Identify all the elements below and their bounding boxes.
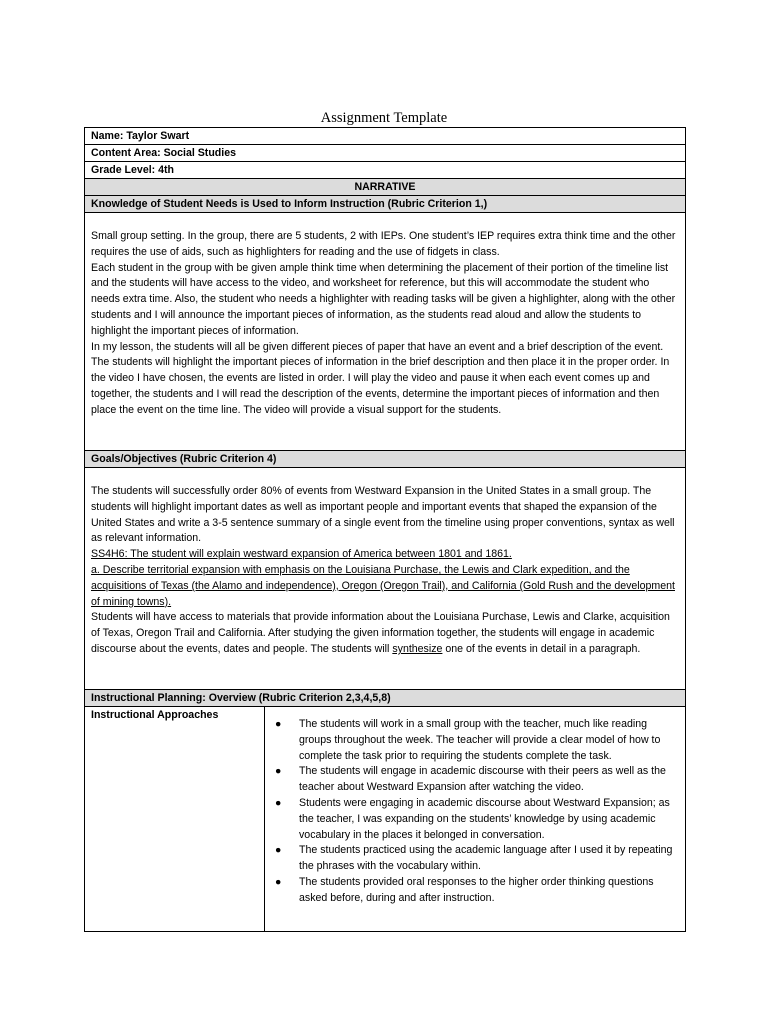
approaches-bullets <box>271 717 677 907</box>
goals-paragraph-2 <box>91 610 679 657</box>
synthesize-keyword: synthesize <box>392 642 443 655</box>
approach-text-4: The students practiced using the academic language after I used it by repeating the phrases with the vocabulary within. <box>299 844 673 873</box>
standard-ss4h6-a: a. Describe territorial expansion with emphasis on the Louisiana Purchase, the Lewis and Clark expedition, and the acquisitions of Texas (the Alamo and independence), Oregon (Oregon Trail), and California (Gold Rush and the development of mining towns). <box>91 563 675 608</box>
approach-item-1 <box>271 717 677 764</box>
approach-text-3: Students were engaging in academic discourse about Westward Expansion; as the teacher, I was expanding on the students’ knowledge by using academic vocabulary in the places it belonged in conversation. <box>299 796 670 841</box>
knowledge-paragraph-2: Each student in the group with be given ample think time when determining the placement of their portion of the timeline list and the students will have access to the video, and worksheet for reference, but this will accommodate the student who needs extra time. Also, the student who needs a highlighter with reading tasks will be given a highlighter, along with the other students and I will announce the important pieces of information, as the students read aloud and allow the students to highlight the important pieces of information. <box>91 261 676 337</box>
name-field: Name: Taylor Swart <box>85 128 685 145</box>
knowledge-section <box>85 213 685 451</box>
assignment-form <box>84 127 686 932</box>
bullet-icon: ● <box>275 844 282 857</box>
approach-text-1: The students will work in a small group with the teacher, much like reading groups throughout the week. The teacher will provide a clear model of how to complete the task prior to requiring the students complete the task. <box>299 718 661 762</box>
approach-item-3 <box>271 796 677 843</box>
planning-heading: Instructional Planning: Overview (Rubric Criterion 2,3,4,5,8) <box>85 690 685 707</box>
goals-p2-text-1: Students will have access to materials that provide information about the Louisiana Purchase, Lewis and Clarke, acquisition of Texas, Oregon Trail and California. After studying the given information together, the students will engage in academic discourse about the events, dates and people. The students will <box>91 611 670 655</box>
bullet-icon: ● <box>275 796 282 809</box>
narrative-heading: NARRATIVE <box>85 179 685 196</box>
instructional-approaches-list <box>265 707 685 931</box>
approach-text-2: The students will engage in academic discourse with their peers as well as the teacher about Westward Expansion after watching the video. <box>299 765 666 794</box>
knowledge-paragraph-1: Small group setting. In the group, there are 5 students, 2 with IEPs. One student’s IEP requires extra think time and the other requires the use of aids, such as highlighters for reading and the use of fidgets in class. <box>91 230 676 258</box>
instructional-approaches-row <box>85 707 685 931</box>
goals-paragraph-1: The students will successfully order 80% of events from Westward Expansion in the United States in a small group. The students will highlight important dates as well as important people and important events that shaped the expansion of the United States and write a 3-5 sentence summary of a single event from the timeline using proper conventions, syntax as well as relevant information. <box>91 485 675 545</box>
knowledge-heading: Knowledge of Student Needs is Used to Inform Instruction (Rubric Criterion 1,) <box>85 196 685 213</box>
bullet-icon: ● <box>275 765 282 778</box>
standard-ss4h6: SS4H6: The student will explain westward expansion of America between 1801 and 1861. <box>91 548 512 561</box>
bullet-icon: ● <box>275 875 282 888</box>
approach-item-5 <box>271 875 677 907</box>
goals-section <box>85 468 685 690</box>
content-area-field: Content Area: Social Studies <box>85 145 685 162</box>
approach-text-5: The students provided oral responses to the higher order thinking questions asked before, during and after instruction. <box>299 875 654 904</box>
document-title: Assignment Template <box>320 110 448 126</box>
grade-level-field: Grade Level: 4th <box>85 162 685 179</box>
knowledge-paragraph-3: In my lesson, the students will all be given different pieces of paper that have an event and a brief description of the event. The students will highlight the important pieces of information in the brief description and then place it in the proper order. In the video I have chosen, the events are listed in order. I will play the video and pause it when each event comes up and together, the students and I will read the description of the events, determine the important pieces of information and then place the event on the time line. The video will provide a visual support for the students. <box>91 340 670 416</box>
goals-heading: Goals/Objectives (Rubric Criterion 4) <box>85 451 685 468</box>
approach-item-2 <box>271 764 677 796</box>
goals-p2-text-2: one of the events in detail in a paragraph. <box>442 642 641 655</box>
bullet-icon: ● <box>275 718 282 730</box>
instructional-approaches-label: Instructional Approaches <box>85 707 265 931</box>
approach-item-4 <box>271 843 677 875</box>
